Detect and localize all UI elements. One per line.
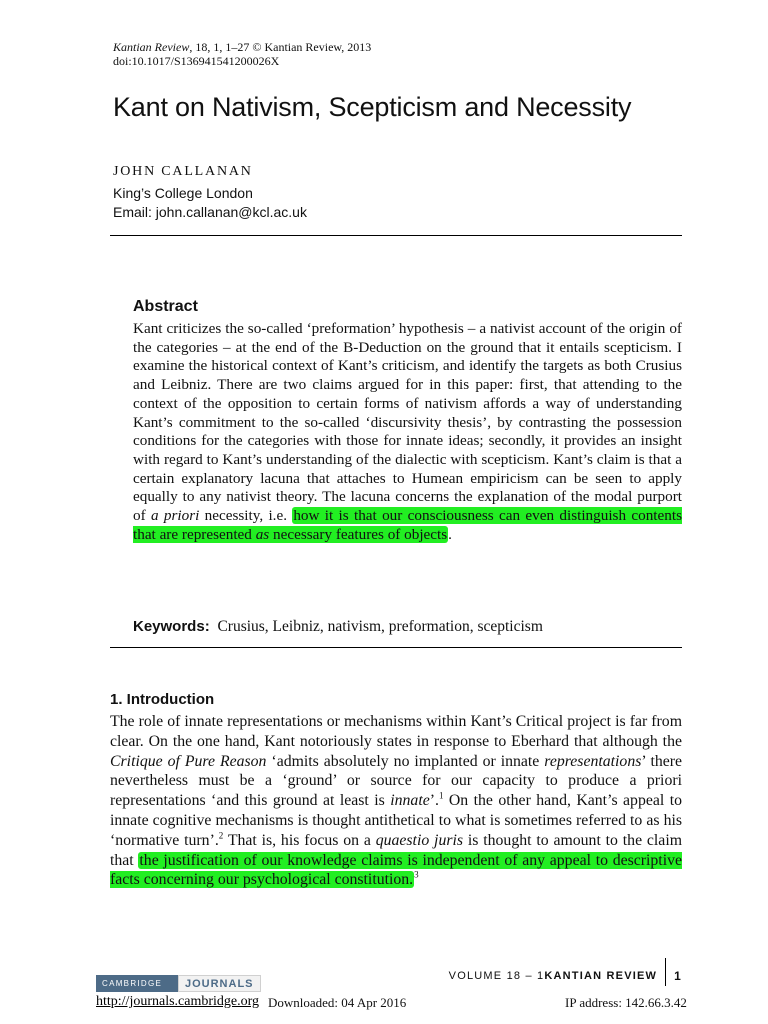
running-footer [449, 962, 682, 990]
abstract-text-part: necessity, i.e. [199, 507, 293, 525]
intro-text-part: is thought to amount to the claim that [110, 831, 682, 869]
keywords-label: Keywords: [133, 618, 210, 635]
intro-text-part: The role of innate representations or mechanisms within Kant’s Critical project is far from clear. On the one hand, Kant notoriously states in response to Eberhard that although the [110, 713, 682, 750]
intro-text-part: On the other hand, Kant’s appeal to innate cognitive mechanisms is thought antithetical to what is sometimes referred to as his ‘normative turn’. [110, 792, 682, 849]
intro-italic: innate [390, 792, 430, 810]
author-email: Email: john.callanan@kcl.ac.uk [113, 204, 307, 220]
intro-text-part: ‘admits absolutely no implanted or innate [266, 752, 545, 770]
abstract-heading: Abstract [133, 298, 198, 315]
abstract-body [133, 320, 682, 544]
intro-italic: quaestio juris [375, 831, 464, 849]
footnote-ref[interactable]: 3 [414, 870, 419, 881]
citation-header [113, 40, 371, 68]
author-affiliation: King’s College London [113, 185, 253, 201]
footer-journal-name: KANTIAN REVIEW [544, 970, 658, 982]
abstract-italic: a priori [150, 507, 200, 525]
footnote-ref[interactable]: 2 [218, 830, 224, 841]
footnote-ref[interactable]: 1 [438, 790, 444, 801]
logo-journals: JOURNALS [178, 975, 261, 992]
intro-italic: Critique of Pure Reason [110, 752, 267, 770]
page-number: 1 [674, 969, 682, 983]
journal-title-italic: Kantian Review [113, 40, 190, 54]
citation-line [113, 40, 371, 54]
keywords-list: Crusius, Leibniz, nativism, preformation, scepticism [217, 618, 543, 635]
cambridge-journals-logo[interactable] [96, 975, 261, 992]
citation-details: , 18, 1, 1–27 © Kantian Review, 2013 [189, 40, 372, 54]
introduction-body [110, 712, 682, 890]
source-url-link[interactable]: http://journals.cambridge.org [96, 994, 260, 1009]
intro-text-part: ’. [429, 792, 439, 810]
abstract-divider [110, 647, 682, 648]
footer-separator [665, 958, 666, 986]
section-heading-introduction: 1. Introduction [110, 691, 215, 708]
abstract-end: . [448, 525, 452, 543]
abstract-text-part: Kant criticizes the so-called ‘preformation’ hypothesis – a nativist account of the origin of the categories – at the end of the B-Deduction on the ground that it entails scepticism. I examine the historical context of Kant’s criticism, and identify the targets as both Crusius and Leibniz. There are two claims argued for in this paper: first, that attending to the context of the opposition to certain forms of nativism affords a way of understanding Kant’s commitment to the so-called ‘discursivity thesis’, by contrasting the possession conditions for the categories with those for innate ideas; secondly, it provides an insight with regard to Kant’s understanding of the dialectic with scepticism. Kant’s claim is that a certain explanatory lacuna that attaches to Humean empiricism can be seen to apply equally to any nativist theory. The lacuna concerns the explanation of the modal purport of [133, 320, 682, 525]
author-affiliation-block [113, 184, 307, 222]
highlight-text: necessary features of objects [269, 525, 448, 543]
intro-text-part: That is, his focus on a [223, 831, 376, 849]
header-divider [110, 235, 682, 236]
intro-italic: representations [544, 752, 642, 770]
download-date: Downloaded: 04 Apr 2016 [268, 995, 407, 1010]
doi: doi:10.1017/S136941541200026X [113, 54, 280, 68]
footer-volume: VOLUME 18 – 1 [448, 970, 545, 982]
keywords-line [133, 618, 543, 636]
intro-text-part: ’ there nevertheless must be a ‘ground’ or source for our capacity to produce a priori representations ‘and this ground at least is [110, 752, 683, 810]
highlight-italic: as [255, 525, 270, 543]
highlight-text: how it is that our consciousness can even distinguish contents that are represented [133, 507, 682, 543]
intro-highlight: the justification of our knowledge claims is independent of any appeal to descriptive facts concerning our psychological constitution. [110, 851, 682, 889]
author-name: JOHN CALLANAN [113, 164, 253, 179]
logo-cambridge: CAMBRIDGE [96, 975, 178, 992]
ip-address: IP address: 142.66.3.42 [565, 995, 687, 1010]
paper-title: Kant on Nativism, Scepticism and Necessity [113, 92, 632, 122]
